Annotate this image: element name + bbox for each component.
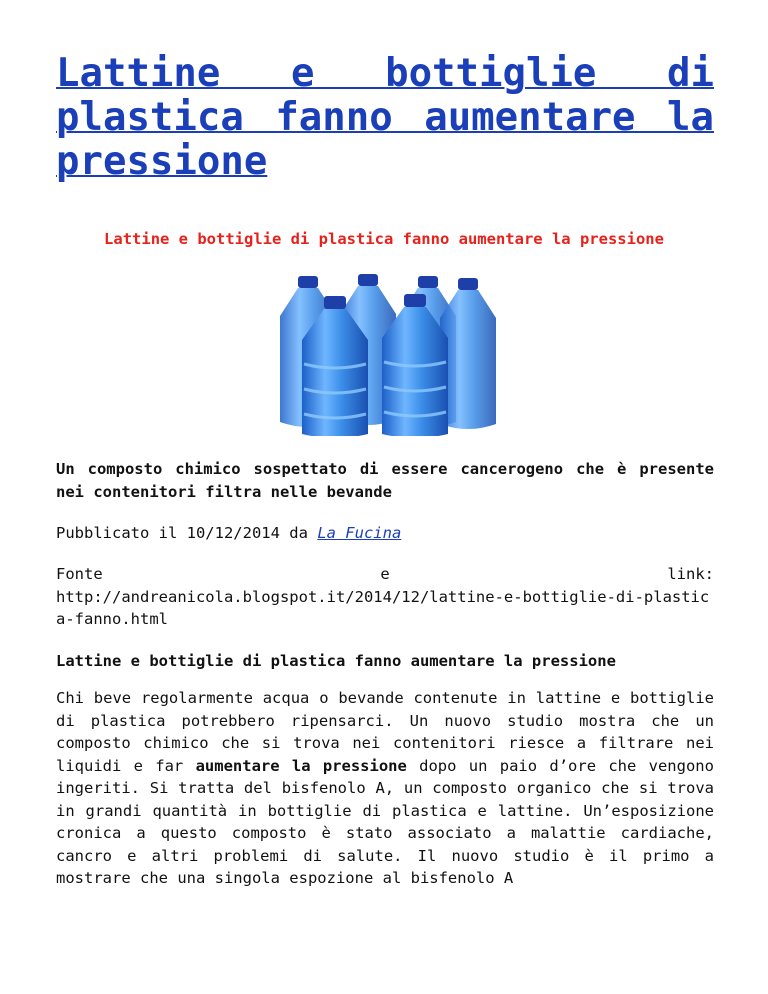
source-word-1: Fonte — [56, 565, 103, 583]
body-text-part1: Chi beve regolarmente acqua o bevande contenute in lattine e bottiglie di plastica potrebbero ripensarci. Un nuovo studio mostra che un composto chimico che si trova nei contenitori riesce a filtrare nei liquidi e far — [56, 689, 714, 775]
body-text-part2: dopo un paio d’ore che vengono ingeriti. Si tratta del bisfenolo A, un composto organico che si trova in grandi quantità in bottiglie di plastica e lattine. Un’esposizione cronica a questo composto è stato associato a malattie cardiache, cancro e altri problemi di salute. Il nuovo studio è il primo a mostrare che una singola espozione al bisfenolo A — [56, 756, 714, 887]
section-heading: Lattine e bottiglie di plastica fanno aumentare la pressione — [56, 652, 616, 670]
body-text-bold: aumentare la pressione — [195, 756, 407, 775]
article-body — [56, 687, 714, 890]
source-word-3: link: — [667, 565, 714, 583]
source-word-2: e — [380, 565, 390, 583]
publish-date-text: Pubblicato il 10/12/2014 da — [56, 524, 308, 542]
article-lead: Un composto chimico sospettato di essere cancerogeno che è presente nei contenitori filtra nelle bevande — [56, 460, 714, 501]
article-title — [56, 52, 714, 184]
source-url: http://andreanicola.blogspot.it/2014/12/lattine-e-bottiglie-di-plastica-fanno.html — [56, 587, 710, 628]
source-info — [56, 563, 714, 631]
author-link[interactable]: La Fucina — [317, 524, 402, 542]
publish-info — [56, 522, 714, 545]
plastic-bottles-image — [270, 272, 498, 436]
article-subtitle: Lattine e bottiglie di plastica fanno aumentare la pressione — [104, 230, 664, 248]
article-title-link[interactable]: Lattine e bottiglie di plastica fanno aumentare la pressione — [56, 51, 714, 184]
source-label-line — [56, 563, 714, 586]
